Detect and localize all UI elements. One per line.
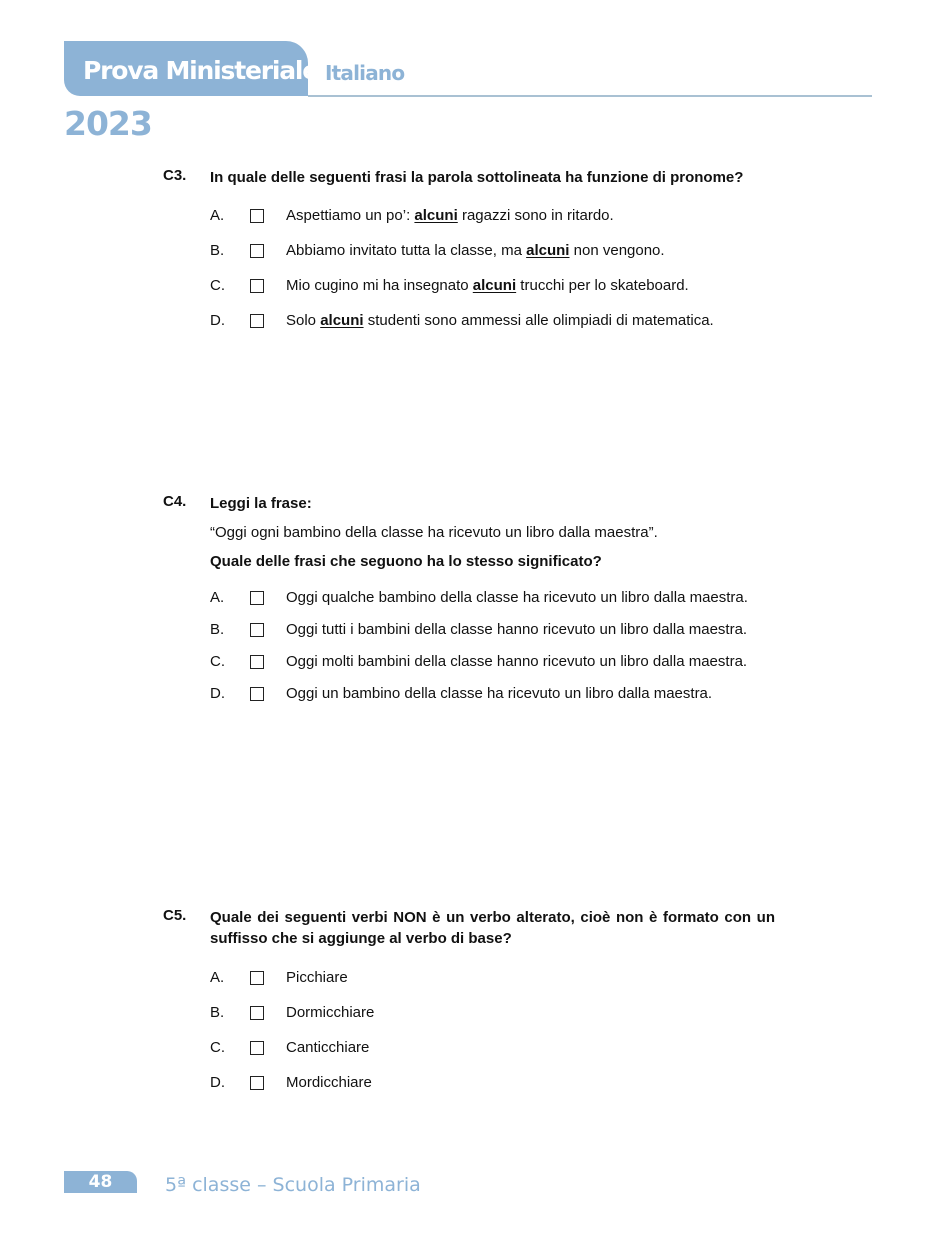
option-b[interactable]	[210, 239, 775, 263]
option-text: Abbiamo invitato tutta la classe, ma alcuni non vengono.	[286, 242, 665, 259]
option-letter: C.	[210, 277, 225, 294]
option-letter: D.	[210, 1074, 225, 1091]
option-c[interactable]	[210, 1036, 775, 1060]
page-number: 48	[88, 1172, 113, 1192]
question-stem: Leggi la frase:	[210, 495, 312, 512]
option-a[interactable]	[210, 586, 775, 610]
question-stem: Quale dei seguenti verbi NON è un verbo alterato, cioè non è formato con un suffisso che si aggiunge al verbo di base?	[210, 909, 775, 947]
option-text: Oggi molti bambini della classe hanno ricevuto un libro dalla maestra.	[286, 653, 748, 670]
option-text: Oggi qualche bambino della classe ha ricevuto un libro dalla maestra.	[286, 589, 748, 606]
option-letter: D.	[210, 685, 225, 702]
question-number: C4.	[163, 493, 187, 510]
quoted-sentence: “Oggi ogni bambino della classe ha ricevuto un libro dalla maestra”.	[210, 524, 658, 541]
checkbox[interactable]	[250, 314, 264, 328]
question-number: C3.	[163, 167, 187, 184]
option-letter: C.	[210, 1039, 225, 1056]
underlined-word: alcuni	[320, 312, 364, 329]
option-text: Picchiare	[286, 969, 348, 986]
checkbox[interactable]	[250, 687, 264, 701]
question-stem: In quale delle seguenti frasi la parola sottolineata ha funzione di pronome?	[210, 169, 744, 186]
option-b[interactable]	[210, 618, 775, 642]
option-a[interactable]	[210, 966, 775, 990]
option-text: Mio cugino mi ha insegnato alcuni trucchi per lo skateboard.	[286, 277, 689, 294]
header-divider	[308, 95, 872, 97]
year-label: 2023	[64, 104, 152, 143]
checkbox[interactable]	[250, 655, 264, 669]
option-text: Aspettiamo un po’: alcuni ragazzi sono in ritardo.	[286, 207, 614, 224]
option-text: Canticchiare	[286, 1039, 370, 1056]
footer-text: 5ª classe – Scuola Primaria	[165, 1174, 421, 1196]
checkbox[interactable]	[250, 623, 264, 637]
option-c[interactable]	[210, 274, 775, 298]
option-letter: B.	[210, 242, 225, 259]
option-d[interactable]	[210, 682, 775, 706]
underlined-word: alcuni	[526, 242, 570, 259]
checkbox[interactable]	[250, 1076, 264, 1090]
subject-label: Italiano	[325, 61, 405, 85]
option-text: Solo alcuni studenti sono ammessi alle olimpiadi di matematica.	[286, 312, 714, 329]
option-b[interactable]	[210, 1001, 775, 1025]
option-text: Oggi tutti i bambini della classe hanno ricevuto un libro dalla maestra.	[286, 621, 748, 638]
checkbox[interactable]	[250, 971, 264, 985]
checkbox[interactable]	[250, 1041, 264, 1055]
option-d[interactable]	[210, 309, 775, 333]
question-prompt: Quale delle frasi che seguono ha lo stesso significato?	[210, 553, 602, 570]
checkbox[interactable]	[250, 244, 264, 258]
question-c4	[163, 493, 775, 706]
option-letter: C.	[210, 653, 225, 670]
checkbox[interactable]	[250, 591, 264, 605]
option-c[interactable]	[210, 650, 775, 674]
option-letter: A.	[210, 969, 225, 986]
question-c5	[163, 907, 775, 1095]
option-letter: D.	[210, 312, 225, 329]
question-c3	[163, 167, 775, 333]
option-letter: A.	[210, 207, 225, 224]
option-text: Dormicchiare	[286, 1004, 375, 1021]
option-a[interactable]	[210, 204, 775, 228]
option-letter: B.	[210, 1004, 225, 1021]
option-d[interactable]	[210, 1071, 775, 1095]
header-title: Prova Ministeriale	[83, 56, 318, 85]
checkbox[interactable]	[250, 1006, 264, 1020]
option-text: Oggi un bambino della classe ha ricevuto un libro dalla maestra.	[286, 685, 713, 702]
option-letter: A.	[210, 589, 225, 606]
option-text: Mordicchiare	[286, 1074, 372, 1091]
underlined-word: alcuni	[414, 207, 458, 224]
checkbox[interactable]	[250, 279, 264, 293]
question-number: C5.	[163, 907, 187, 924]
checkbox[interactable]	[250, 209, 264, 223]
underlined-word: alcuni	[472, 277, 517, 294]
option-letter: B.	[210, 621, 225, 638]
